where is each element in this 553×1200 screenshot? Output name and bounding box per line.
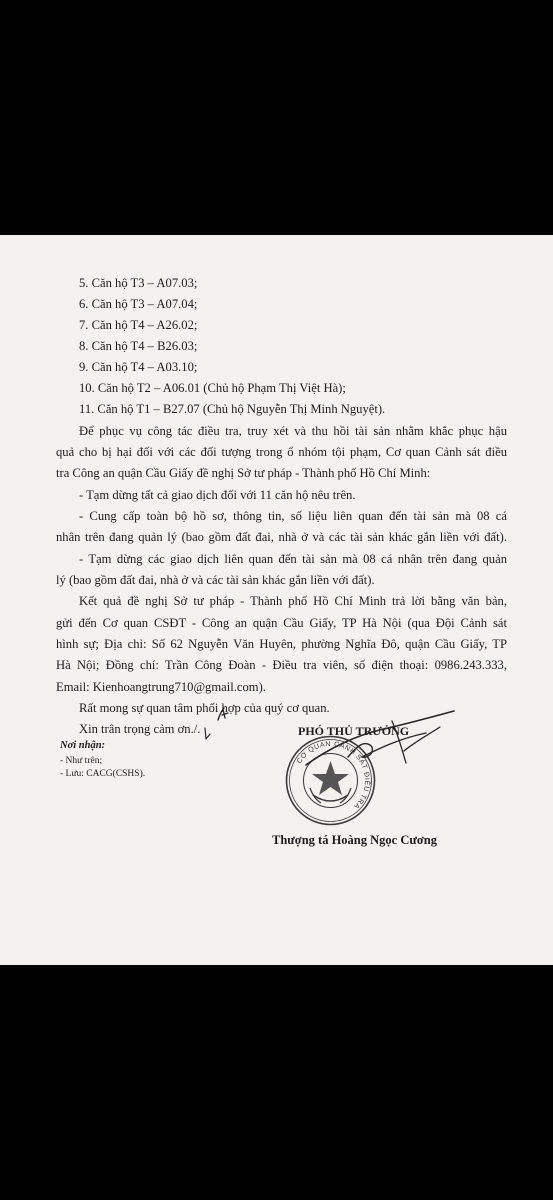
- list-item: 10. Căn hộ T2 – A06.01 (Chủ hộ Phạm Thị Việt Hà);: [79, 381, 346, 395]
- paragraph-line: Kết quả đề nghị Sở tư pháp - Thành phố Hồ Chí Minh trả lời bằng văn bản,: [79, 594, 507, 608]
- list-item: 7. Căn hộ T4 – A26.02;: [79, 318, 198, 332]
- initial-mark-icon: [203, 727, 211, 741]
- request-item: - Tạm dừng các giao dịch liên quan đến tài sản mà 08 cá nhân trên đang quản: [79, 552, 507, 566]
- list-item: 11. Căn hộ T1 – B27.07 (Chủ hộ Nguyễn Thị Minh Nguyệt).: [79, 402, 386, 416]
- paragraph-line: gửi đến Cơ quan CSĐT - Công an quận Cầu Giấy, TP Hà Nội (qua Đội Cảnh sát: [56, 616, 507, 630]
- closing-line: Rất mong sự quan tâm phối hợp của quý cơ quan.: [79, 701, 330, 715]
- list-item: 9. Căn hộ T4 – A03.10;: [79, 360, 198, 374]
- handwritten-signature-icon: [300, 705, 460, 775]
- list-item: 6. Căn hộ T3 – A07.04;: [79, 297, 198, 311]
- request-item: - Cung cấp toàn bộ hồ sơ, thông tin, số liệu liên quan đến tài sản mà 08 cá: [79, 509, 507, 523]
- paragraph-line: Hà Nội; Đồng chí: Trần Công Đoàn - Điều tra viên, số điện thoại: 0986.243.333,: [56, 658, 507, 672]
- list-item: 5. Căn hộ T3 – A07.03;: [79, 276, 198, 290]
- list-item: 8. Căn hộ T4 – B26.03;: [79, 339, 198, 353]
- paragraph-line: Để phục vụ công tác điều tra, truy xét và thu hồi tài sản nhằm khắc phục hậu: [79, 424, 507, 438]
- paragraph-line: hình sự; Địa chỉ: Số 62 Nguyễn Văn Huyên, phường Nghĩa Đô, quận Cầu Giấy, TP: [56, 637, 507, 651]
- request-item: nhân trên đang quản lý (bao gồm đất đai, nhà ở và các tài sản khác gắn liền với đất).: [56, 530, 507, 544]
- request-item: - Tạm dừng tất cả giao dịch đối với 11 căn hộ nêu trên.: [79, 488, 356, 502]
- paragraph-line: quả cho bị hại đối với các đối tượng trong ổ nhóm tội phạm, Cơ quan Cảnh sát điều: [56, 445, 507, 459]
- paragraph-line: Email: Kienhoangtrung710@gmail.com).: [56, 680, 266, 694]
- request-item: lý (bao gồm đất đai, nhà ở và các tài sản khác gắn liền với đất).: [56, 573, 375, 587]
- svg-text:CƠ QUAN CẢNH SÁT ĐIỀU TRA: CƠ QUAN CẢNH SÁT ĐIỀU TRA: [296, 740, 371, 810]
- signer-name: Thượng tá Hoàng Ngọc Cương: [272, 833, 437, 847]
- closing-line: Xin trân trọng cảm ơn./.: [79, 722, 201, 736]
- paragraph-line: tra Công an quận Cầu Giấy đề nghị Sở tư pháp - Thành phố Hồ Chí Minh:: [56, 466, 431, 480]
- signer-title: PHÓ THỦ TRƯỞNG: [298, 724, 410, 738]
- recipient-item: - Như trên;: [60, 756, 103, 766]
- recipient-item: - Lưu: CACG(CSHS).: [60, 769, 146, 779]
- recipients-title: Nơi nhận:: [60, 740, 106, 751]
- document-page: [0, 235, 553, 965]
- initial-mark-icon: [216, 706, 230, 722]
